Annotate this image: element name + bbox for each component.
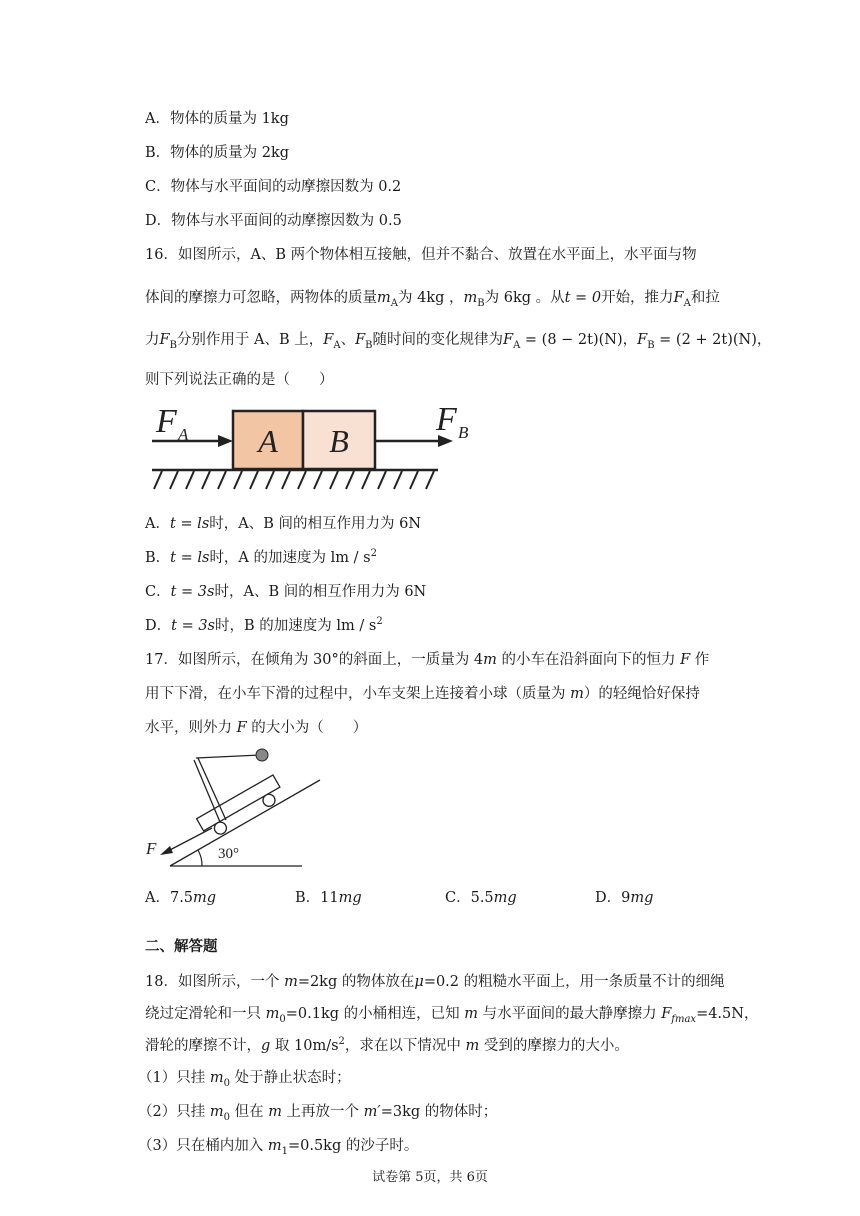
force-a-sub: A bbox=[178, 425, 189, 444]
q16-stem-line2: 体间的摩擦力可忽略，两物体的质量$m_A$为 4kg ，$m_B$为 6kg 。从t = 0开始，推力$F_A$和拉 bbox=[145, 290, 720, 309]
q17-stem-line3: 水平，则外力 F 的大小为（ ） bbox=[145, 720, 368, 736]
page-footer: 试卷第 5页，共 6页 bbox=[372, 1170, 488, 1185]
q18-sub3: （3）只在桶内加入 $m_1=0.5kg$ 的沙子时。 bbox=[138, 1138, 419, 1157]
force-f-label: F bbox=[146, 839, 157, 858]
force-b-sub: B bbox=[458, 423, 469, 442]
q17-stem-line1: 17．如图所示，在倾角为 30°的斜面上，一质量为 4m 的小车在沿斜面向下的恒力 F 作 bbox=[145, 652, 710, 668]
force-f-line bbox=[168, 828, 212, 851]
q16-option-b: B．t = ls时，A 的加速度为 lm / $s^2$ bbox=[145, 548, 377, 566]
force-a-label: F bbox=[156, 403, 177, 440]
angle-arc bbox=[198, 850, 202, 866]
q17-option-a: A．7.5mg bbox=[145, 890, 217, 906]
block-a-label: A bbox=[258, 423, 278, 459]
q16-stem-line3: 力$F_B$分别作用于 A、B 上，$F_A$、$F_B$随时间的变化规律为$F_A = (8 - 2t)(N)$，$F_B = (2 + 2t)(N)$， bbox=[145, 332, 772, 351]
ground-hatching bbox=[154, 471, 434, 489]
section-title: 二、解答题 bbox=[145, 938, 218, 955]
q18-sub2: （2）只挂 $m_0$ 但在 m 上再放一个 m′=3kg 的物体时； bbox=[138, 1104, 498, 1123]
q17-option-c: C．5.5mg bbox=[445, 890, 517, 906]
q15-option-d: D．物体与水平面间的动摩擦因数为 0.5 bbox=[145, 213, 402, 229]
rope bbox=[196, 755, 261, 758]
force-f-arrowhead bbox=[160, 846, 173, 855]
q18-sub1: （1）只挂 $m_0$ 处于静止状态时； bbox=[138, 1070, 351, 1089]
q16-option-c: C．t = 3s时，A、B 间的相互作用力为 6N bbox=[145, 584, 427, 600]
q18-stem-line3: 滑轮的摩擦不计，g 取 $10m/s^2$，求在以下情况中 m 受到的摩擦力的大小。 bbox=[145, 1036, 629, 1054]
q15-option-b: B．物体的质量为 2kg bbox=[145, 145, 290, 161]
q16-diagram bbox=[148, 400, 478, 492]
q18-stem-line1: 18．如图所示，一个 m=2kg 的物体放在μ=0.2 的粗糙水平面上，用一条质量不计的细绳 bbox=[145, 974, 725, 990]
q16-stem-line1: 16．如图所示，A、B 两个物体相互接触，但并不黏合、放置在水平面上，水平面与物 bbox=[145, 247, 697, 263]
q18-stem-line2: 绕过定滑轮和一只 $m_0=0.1kg$ 的小桶相连，已知 m 与水平面间的最大静摩擦力 $F_{fmax}=4.5N$， bbox=[145, 1006, 759, 1025]
block-b-label: B bbox=[329, 423, 349, 459]
q15-option-a: A．物体的质量为 1kg bbox=[145, 111, 289, 127]
force-b-label: F bbox=[436, 401, 457, 438]
q16-option-a: A．t = ls时，A、B 间的相互作用力为 6N bbox=[145, 516, 422, 532]
q17-option-b: B．11mg bbox=[295, 890, 362, 906]
q17-option-d: D．9mg bbox=[595, 890, 654, 906]
q17-stem-line2: 用下下滑，在小车下滑的过程中，小车支架上连接着小球（质量为 m）的轻绳恰好保持 bbox=[145, 686, 700, 702]
q15-option-c: C．物体与水平面间的动摩擦因数为 0.2 bbox=[145, 179, 402, 195]
q16-option-d: D．t = 3s时，B 的加速度为 lm / $s^2$ bbox=[145, 616, 383, 634]
ball bbox=[256, 749, 268, 761]
angle-label: 30° bbox=[218, 846, 239, 862]
force-a-arrowhead bbox=[218, 435, 233, 447]
q17-diagram bbox=[140, 742, 340, 872]
q16-stem-line4: 则下列说法正确的是（ ） bbox=[145, 372, 334, 388]
